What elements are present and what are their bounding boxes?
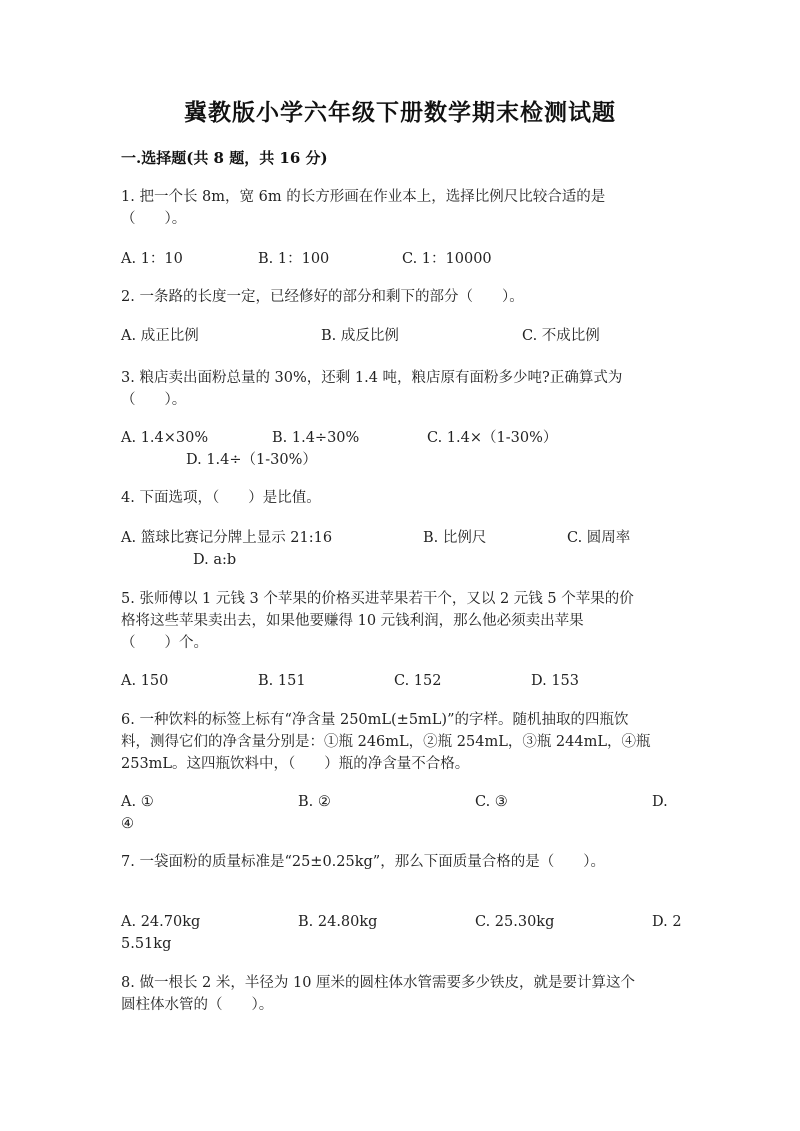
- question-text-line: 2. 一条路的长度一定，已经修好的部分和剩下的部分（ ）。: [121, 289, 524, 305]
- question-text-line: （ ）。: [121, 211, 187, 227]
- question-7: [121, 851, 681, 873]
- option-c[interactable]: C. 152: [394, 673, 442, 689]
- option-a[interactable]: A. 150: [121, 673, 169, 689]
- option-c[interactable]: C. 1.4×（1-30%）: [427, 430, 558, 446]
- question-text-line: 4. 下面选项，（ ）是比值。: [121, 490, 321, 506]
- question-text-line: 1. 把一个长 8m，宽 6m 的长方形画在作业本上，选择比例尺比较合适的是: [121, 189, 606, 205]
- option-c[interactable]: C. 圆周率: [567, 530, 631, 546]
- option-b[interactable]: B. 24.80kg: [298, 914, 378, 930]
- question-text-line: （ ）个。: [121, 635, 208, 651]
- question-3: [121, 367, 681, 411]
- option-a[interactable]: A. ①: [121, 794, 154, 810]
- option-b[interactable]: B. 1.4÷30%: [272, 430, 360, 446]
- question-text-line: 6. 一种饮料的标签上标有“净含量 250mL(±5mL)”的字样。随机抽取的四瓶饮: [121, 712, 629, 728]
- page-title: 冀教版小学六年级下册数学期末检测试题: [184, 99, 616, 126]
- option-b[interactable]: B. 1：100: [258, 251, 330, 267]
- option-d-continued[interactable]: ④: [121, 816, 134, 832]
- option-b[interactable]: B. 151: [258, 673, 306, 689]
- option-d[interactable]: D. 1.4÷（1-30%）: [186, 452, 317, 468]
- question-text-line: 253mL。这四瓶饮料中，（ ）瓶的净含量不合格。: [121, 756, 470, 772]
- question-text-line: （ ）。: [121, 392, 187, 408]
- question-2: [121, 286, 681, 308]
- question-4: [121, 487, 681, 509]
- question-text-line: 格将这些苹果卖出去，如果他要赚得 10 元钱利润，那么他必须卖出苹果: [121, 613, 584, 629]
- section-heading: 一.选择题(共 8 题，共 16 分): [121, 149, 328, 167]
- option-d[interactable]: D.: [652, 794, 668, 810]
- option-c[interactable]: C. 不成比例: [522, 328, 600, 344]
- option-b[interactable]: B. ②: [298, 794, 331, 810]
- option-c[interactable]: C. 1：10000: [402, 251, 492, 267]
- option-b[interactable]: B. 成反比例: [321, 328, 399, 344]
- question-5: [121, 588, 681, 654]
- option-a[interactable]: A. 成正比例: [121, 328, 199, 344]
- option-a[interactable]: A. 24.70kg: [121, 914, 201, 930]
- question-6: [121, 709, 681, 775]
- option-b[interactable]: B. 比例尺: [423, 530, 487, 546]
- option-d[interactable]: D. a:b: [193, 552, 237, 568]
- option-a[interactable]: A. 篮球比赛记分牌上显示 21:16: [121, 530, 333, 546]
- question-text-line: 8. 做一根长 2 米，半径为 10 厘米的圆柱体水管需要多少铁皮，就是要计算这个: [121, 975, 636, 991]
- question-text-line: 圆柱体水管的（ ）。: [121, 997, 274, 1013]
- question-text-line: 7. 一袋面粉的质量标准是“25±0.25kg”，那么下面质量合格的是（ ）。: [121, 854, 605, 870]
- option-a[interactable]: A. 1：10: [121, 251, 183, 267]
- option-d[interactable]: D. 2: [652, 914, 682, 930]
- option-a[interactable]: A. 1.4×30%: [121, 430, 209, 446]
- option-c[interactable]: C. 25.30kg: [475, 914, 555, 930]
- question-text-line: 料，测得它们的净含量分别是：①瓶 246mL，②瓶 254mL，③瓶 244mL，④瓶: [121, 734, 651, 750]
- question-8: [121, 972, 681, 1016]
- option-d[interactable]: D. 153: [531, 673, 580, 689]
- question-text-line: 3. 粮店卖出面粉总量的 30%，还剩 1.4 吨，粮店原有面粉多少吨?正确算式为: [121, 370, 623, 386]
- option-c[interactable]: C. ③: [475, 794, 508, 810]
- question-text-line: 5. 张师傅以 1 元钱 3 个苹果的价格买进苹果若干个，又以 2 元钱 5 个苹果的价: [121, 591, 634, 607]
- option-d-continued[interactable]: 5.51kg: [121, 936, 172, 952]
- question-1: [121, 186, 681, 230]
